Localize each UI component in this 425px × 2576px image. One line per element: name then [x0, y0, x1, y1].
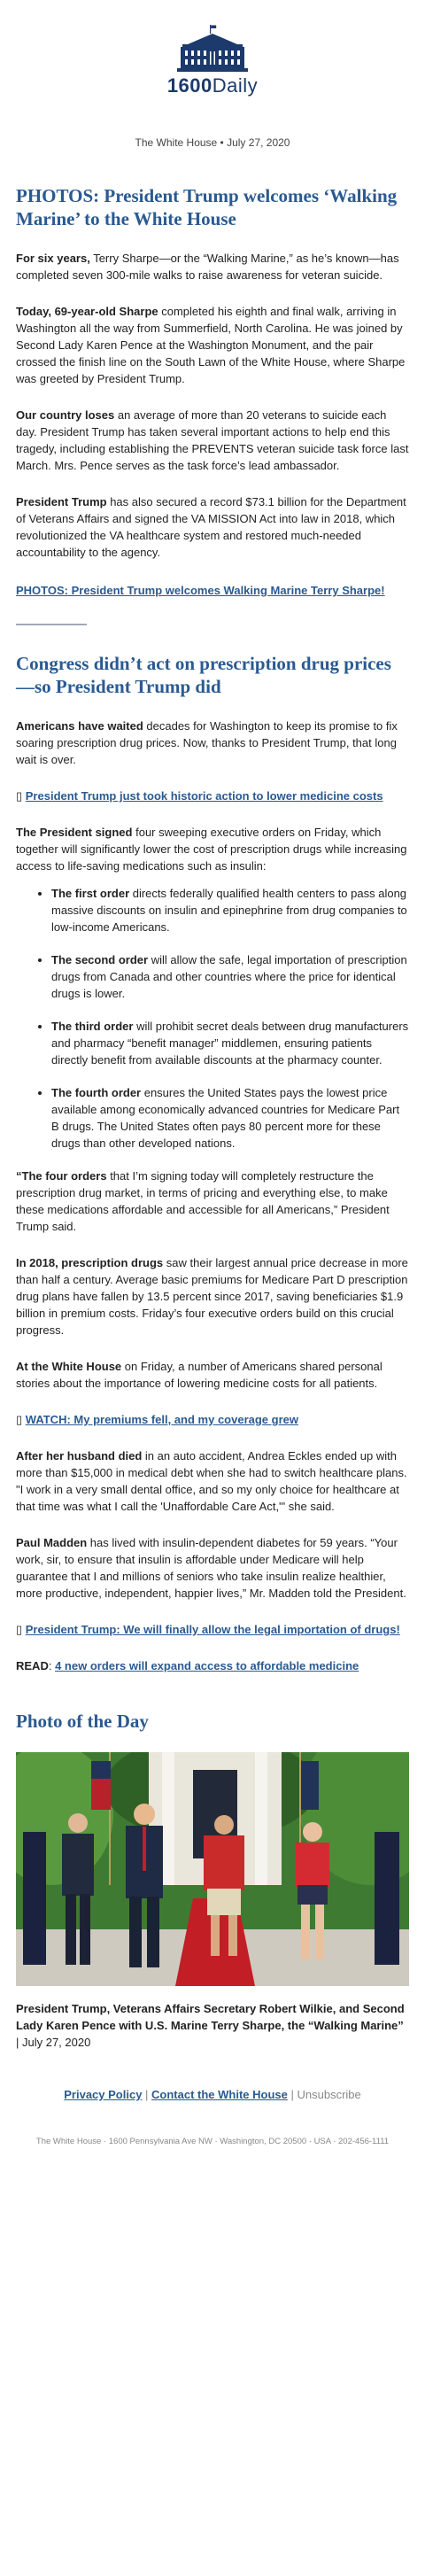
- read-orders-link[interactable]: 4 new orders will expand access to affordable medicine: [55, 1659, 359, 1672]
- logo-wordmark: [0, 74, 425, 97]
- historic-action-link[interactable]: President Trump just took historic action to lower medicine costs: [25, 789, 383, 803]
- story1-title: PHOTOS: President Trump welcomes ‘Walking Marine’ to the White House: [16, 185, 398, 229]
- story2-paragraph-1: Americans have waited decades for Washington to keep its promise to fix soaring prescription drug prices. Now, thanks to President Trump, that long wait is over.: [16, 719, 398, 766]
- read-label: READ: [16, 1659, 49, 1672]
- footer-links: Privacy Policy | Contact the White House | Unsubscribe: [64, 2088, 361, 2101]
- watch-premiums-link[interactable]: WATCH: My premiums fell, and my coverage grew: [25, 1413, 298, 1426]
- story-drug-prices: [0, 652, 425, 1674]
- orders-list: [16, 885, 409, 1152]
- story1-paragraph-4: President Trump has also secured a record $73.1 billion for the Department of Veterans Affairs and signed the VA MISSION Act into law in 2018, which revolutionized the VA healthcare system and restored much-needed accountability to the agency.: [16, 495, 406, 559]
- list-item-order-4: • The fourth order ensures the United States pays the lowest price available among economically advanced countries for Medicare Part B drugs. The United States often pays 80 percent more for these drugs than other developed nations.: [51, 1084, 409, 1152]
- video-icon: ▯: [16, 1413, 26, 1426]
- list-item-order-3: • The third order will prohibit secret deals between drug manufacturers and pharmacy “benefit manager” middlemen, ensuring patients directly benefit from available discounts at the pharmacy counter.: [51, 1018, 409, 1068]
- dateline: The White House • July 27, 2020: [135, 136, 290, 149]
- list-item-order-1: • The first order directs federally qualified health centers to pass along massive discounts on insulin and epinephrine from drug companies to low-income Americans.: [51, 885, 409, 935]
- story2-paragraph-4: At the White House on Friday, a number of Americans shared personal stories about the importance of lowering medicine costs for all patients.: [16, 1360, 382, 1390]
- story2-title: Congress didn’t act on prescription drug prices—so President Trump did: [16, 653, 391, 697]
- story1-paragraph-3: Our country loses an average of more than 20 veterans to suicide each day. President Trump has taken several important actions to help end this tragedy, including establishing the PREVENTS veteran suicide task force last March. Mrs. Pence serves as the task force’s lead ambassador.: [16, 408, 409, 472]
- white-house-logo-icon: [177, 25, 248, 73]
- trump-quote: “The four orders that I’m signing today will completely restructure the prescription drug market, in terms of pricing and everything else, to make these medications affordable and accessible for all Americans,” President Trump said.: [16, 1169, 390, 1233]
- photo-caption: President Trump, Veterans Affairs Secretary Robert Wilkie, and Second Lady Karen Pence with U.S. Marine Terry Sharpe, the “Walking Marine” | July 27, 2020: [16, 2002, 405, 2049]
- story-walking-marine: [0, 184, 425, 599]
- logo-word: Daily: [212, 74, 259, 97]
- importation-link[interactable]: President Trump: We will finally allow the legal importation of drugs!: [25, 1623, 400, 1636]
- unsubscribe-link[interactable]: Unsubscribe: [297, 2088, 361, 2101]
- story2-link-1-row: [16, 788, 409, 804]
- video-icon: ▯: [16, 789, 26, 803]
- section-divider: [16, 624, 87, 625]
- read-row: READ: 4 new orders will expand access to affordable medicine: [16, 1659, 359, 1672]
- story1-photos-link[interactable]: PHOTOS: President Trump welcomes Walking Marine Terry Sharpe!: [16, 584, 385, 597]
- photo-illustration: [16, 1752, 409, 1986]
- video-icon: ▯: [16, 1623, 26, 1636]
- list-item-order-2: • The second order will allow the safe, legal importation of prescription drugs from Canada and other countries where the price for identical drugs is lower.: [51, 951, 409, 1002]
- privacy-policy-link[interactable]: Privacy Policy: [64, 2088, 143, 2101]
- story2-link-2-row: [16, 1411, 409, 1428]
- photo-of-the-day-title: Photo of the Day: [16, 1711, 149, 1732]
- contact-white-house-link[interactable]: Contact the White House: [151, 2088, 288, 2101]
- footer-address: The White House · 1600 Pennsylvania Ave NW · Washington, DC 20500 · USA · 202-456-1111: [35, 2137, 390, 2146]
- story1-paragraph-1: For six years, Terry Sharpe—or the “Walking Marine,” as he’s known—has completed seven 300-mile walks to raise awareness for veteran suicide.: [16, 252, 399, 282]
- logo-number: 1600: [166, 74, 212, 97]
- photo-of-the-day-section: [0, 1710, 425, 1733]
- story2-paragraph-5: After her husband died in an auto accident, Andrea Eckles ended up with more than $15,000 in medical debt when she had to switch healthcare plans. "I work in a very small dental office, and so my only choice for healthcare at that time was what I call the 'Unaffordable Care Act,'" she said.: [16, 1449, 407, 1513]
- story2-link-3-row: [16, 1621, 409, 1638]
- story2-paragraph-2: The President signed four sweeping executive orders on Friday, which together will significantly lower the cost of prescription drugs while increasing access to life-saving medications such as insulin:: [16, 826, 407, 873]
- photo-of-the-day-image: [16, 1752, 409, 1986]
- header: [0, 0, 425, 97]
- story2-paragraph-3: In 2018, prescription drugs saw their largest annual price decrease in more than half a century. Average basic premiums for Medicare Part D prescription drug plans have fallen by 13.5 percent since 2017, saving beneficiaries $1.9 billion in premium costs. Friday’s four executive orders build on this crucial progress.: [16, 1256, 408, 1337]
- story1-paragraph-2: Today, 69-year-old Sharpe completed his eighth and final walk, arriving in Washington all the way from Summerfield, North Carolina. He was joined by Second Lady Karen Pence at the Washington Monument, and the pair crossed the finish line on the South Lawn of the White House, where Sharpe was greeted by President Trump.: [16, 305, 406, 385]
- story2-paragraph-6: Paul Madden has lived with insulin-dependent diabetes for 59 years. “Your work, sir, to ensure that insulin is affordable under Medicare will help guarantee that I and millions of seniors who take insulin realize healthier, more productive, independent, happier lives,” Mr. Madden told the President.: [16, 1536, 406, 1600]
